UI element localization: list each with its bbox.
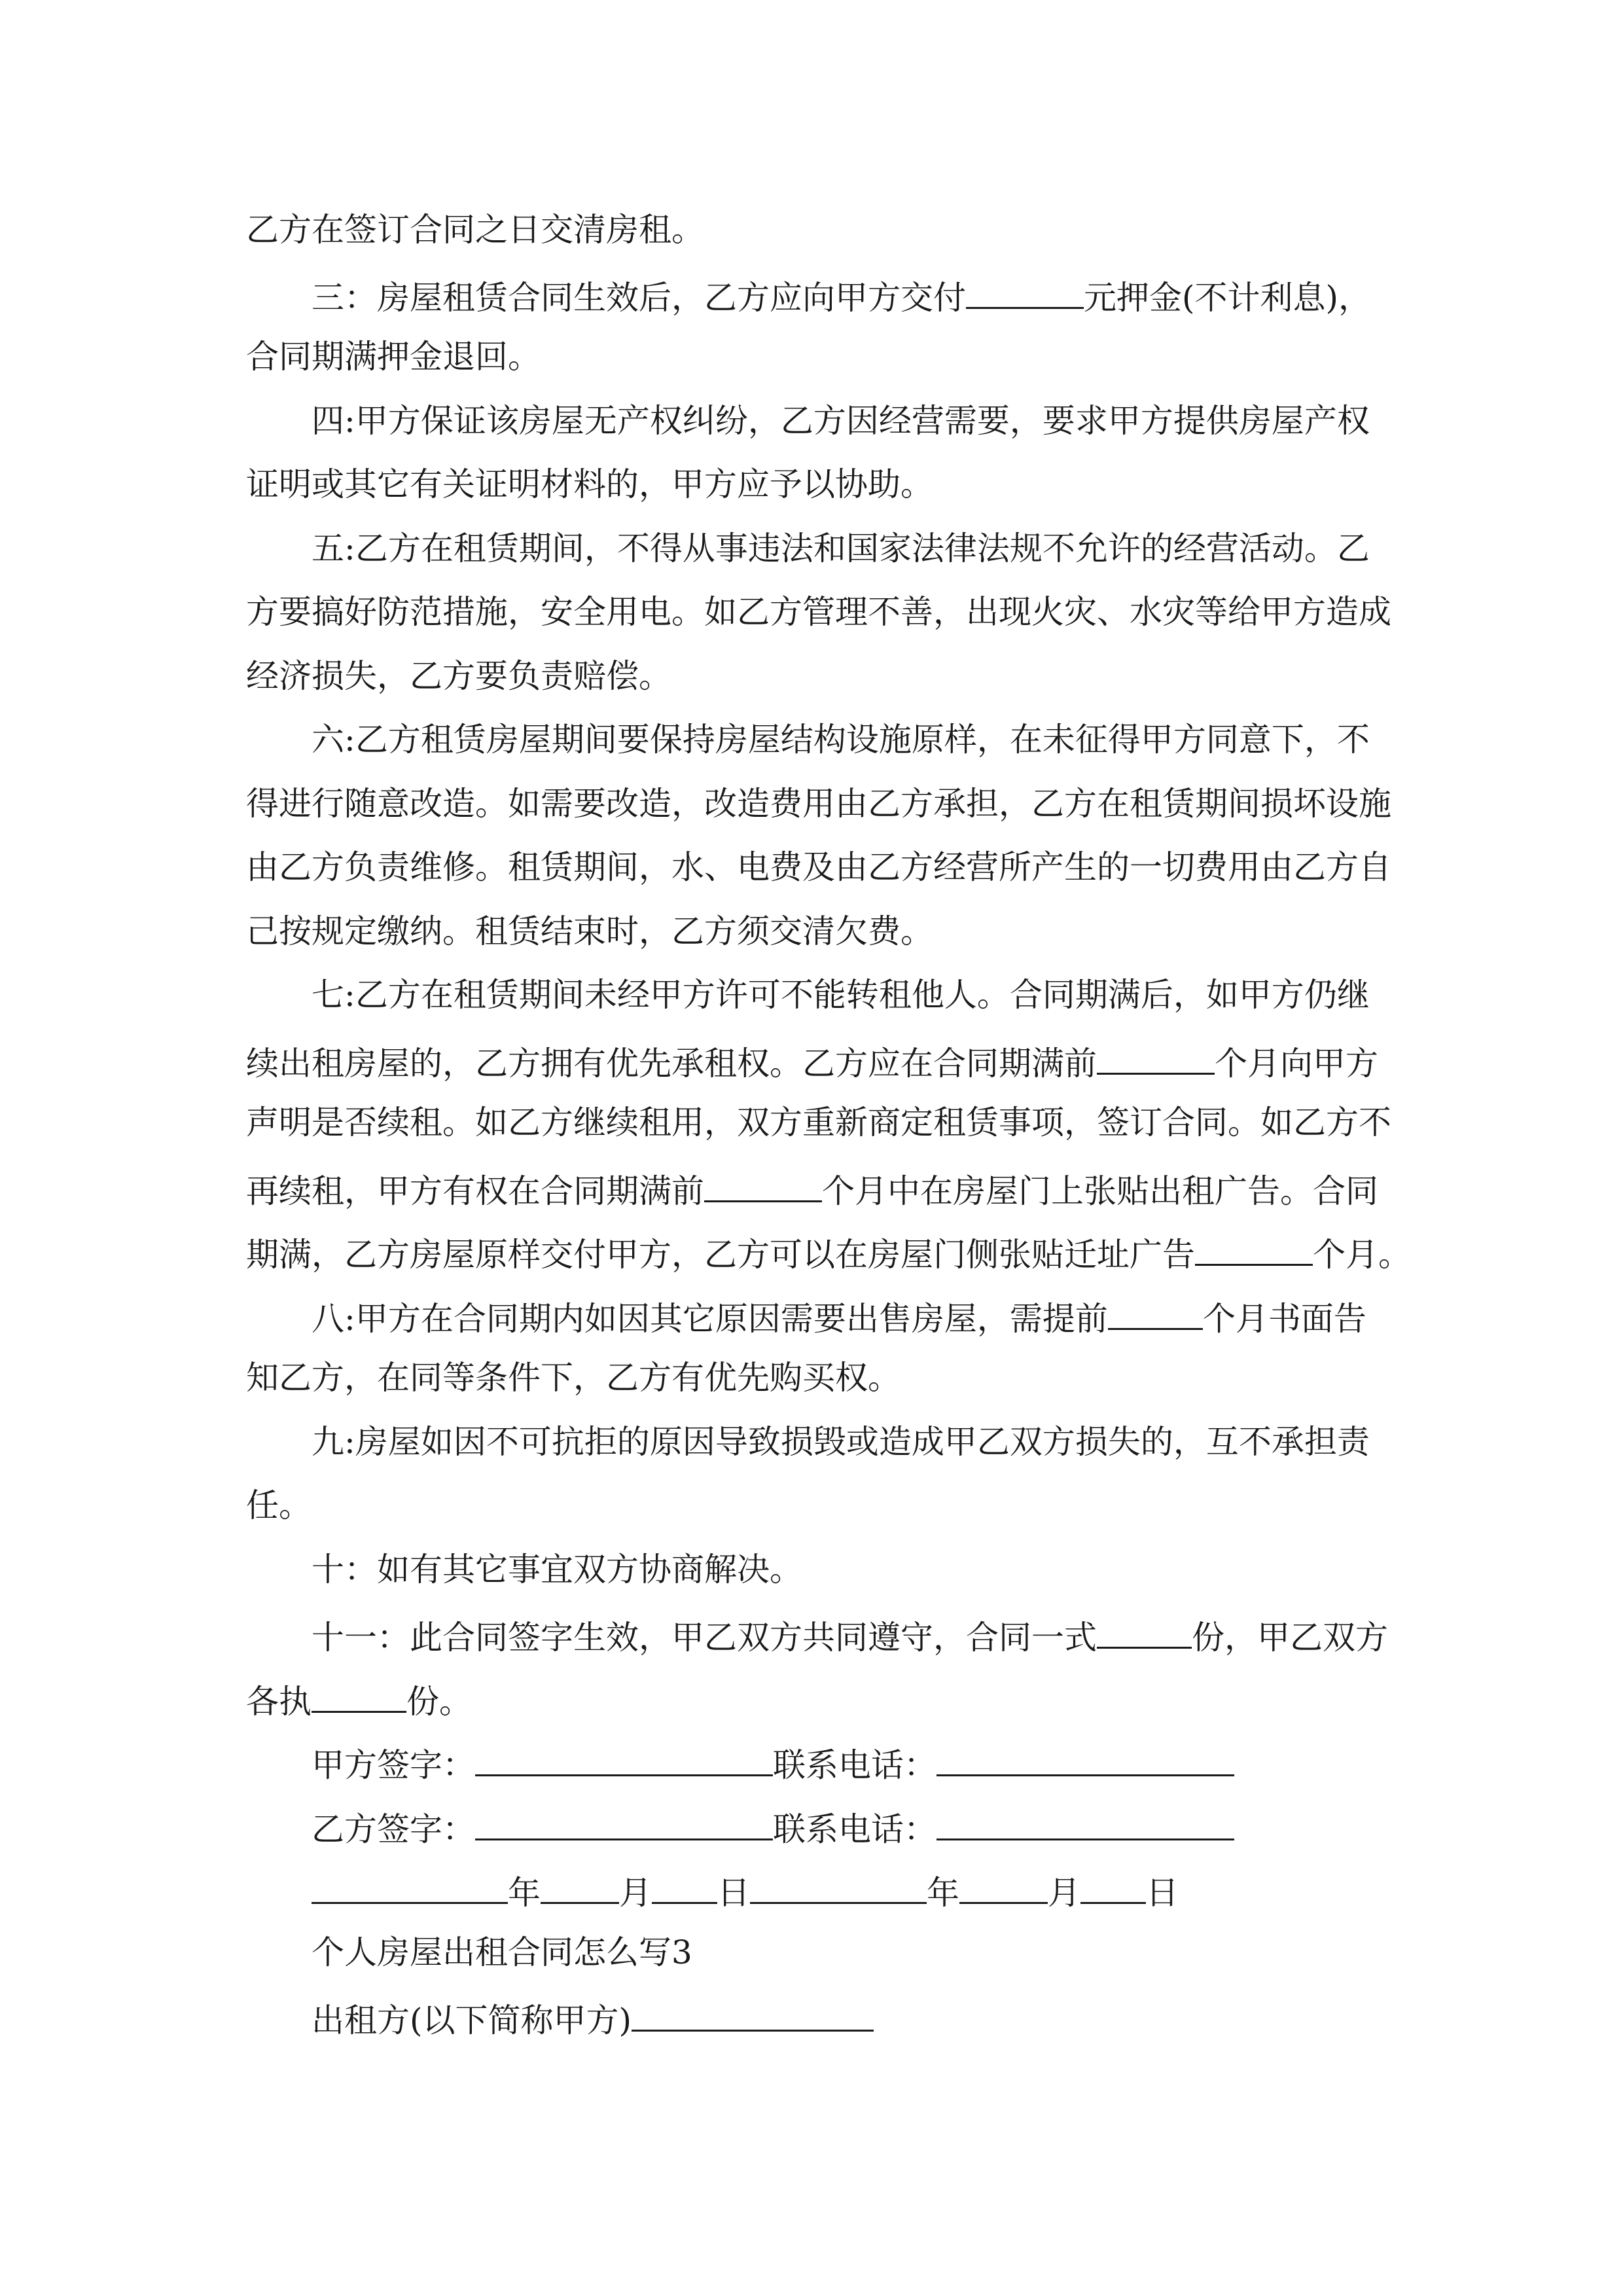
date-row: 年 月 日 年 月 日 bbox=[312, 1872, 1179, 1909]
date-b-month-blank[interactable] bbox=[959, 1872, 1048, 1904]
clause-11: 十一：此合同签字生效，甲乙双方共同遵守，合同一式 份，甲乙双方 bbox=[312, 1617, 1388, 1654]
text-line: 己按规定缴纳。租赁结束时，乙方须交清欠费。 bbox=[246, 912, 933, 950]
text-line: 乙方在签订合同之日交清房租。 bbox=[246, 211, 704, 249]
party-b-signature-blank[interactable] bbox=[475, 1808, 773, 1840]
copies-total-blank[interactable] bbox=[1097, 1617, 1192, 1649]
party-b-phone-blank[interactable] bbox=[936, 1808, 1234, 1840]
date-b-day-blank[interactable] bbox=[1080, 1872, 1146, 1904]
clause-6: 六:乙方租赁房屋期间要保持房屋结构设施原样，在未征得甲方同意下，不 bbox=[312, 721, 1370, 759]
renewal-notice-months-blank[interactable] bbox=[1097, 1043, 1215, 1075]
rent-ad-months-blank[interactable] bbox=[704, 1170, 822, 1202]
party-a-signature-row: 甲方签字： 联系电话： bbox=[312, 1744, 1234, 1782]
sale-notice-months-blank[interactable] bbox=[1108, 1298, 1203, 1330]
section-title: 个人房屋出租合同怎么写3 bbox=[312, 1933, 692, 1971]
text-line: 由乙方负责维修。租赁期间，水、电费及由乙方经营所产生的一切费用由乙方自 bbox=[246, 848, 1391, 886]
party-a-signature-blank[interactable] bbox=[475, 1744, 773, 1776]
text-line: 续出租房屋的，乙方拥有优先承租权。乙方应在合同期满前 个月向甲方 bbox=[246, 1043, 1378, 1080]
party-b-signature-row: 乙方签字： 联系电话： bbox=[312, 1808, 1234, 1846]
clause-5: 五:乙方在租赁期间，不得从事违法和国家法律法规不允许的经营活动。乙 bbox=[312, 529, 1370, 567]
text-line: 各执 份。 bbox=[246, 1681, 472, 1718]
text-line: 证明或其它有关证明材料的，甲方应予以协助。 bbox=[246, 465, 933, 503]
date-a-year-blank[interactable] bbox=[312, 1872, 508, 1904]
relocation-ad-months-blank[interactable] bbox=[1195, 1234, 1313, 1266]
copies-each-blank[interactable] bbox=[312, 1681, 406, 1713]
text-line: 再续租，甲方有权在合同期满前 个月中在房屋门上张贴出租广告。合同 bbox=[246, 1170, 1378, 1208]
deposit-amount-blank[interactable] bbox=[966, 277, 1084, 309]
lessor-row: 出租方(以下简称甲方) bbox=[312, 2000, 874, 2037]
text-line: 方要搞好防范措施，安全用电。如乙方管理不善，出现火灾、水灾等给甲方造成 bbox=[246, 593, 1391, 631]
party-a-phone-blank[interactable] bbox=[936, 1744, 1234, 1776]
text-line: 声明是否续租。如乙方继续租用，双方重新商定租赁事项，签订合同。如乙方不 bbox=[246, 1103, 1391, 1141]
text-line: 期满，乙方房屋原样交付甲方，乙方可以在房屋门侧张贴迁址广告 个月。 bbox=[246, 1234, 1411, 1271]
date-b-year-blank[interactable] bbox=[750, 1872, 927, 1904]
clause-3: 三：房屋租赁合同生效后，乙方应向甲方交付 元押金(不计利息)， bbox=[312, 277, 1371, 314]
date-a-day-blank[interactable] bbox=[652, 1872, 717, 1904]
text-line: 得进行随意改造。如需要改造，改造费用由乙方承担，乙方在租赁期间损坏设施 bbox=[246, 785, 1391, 823]
lessor-name-blank[interactable] bbox=[632, 2000, 874, 2032]
clause-8: 八:甲方在合同期内如因其它原因需要出售房屋，需提前 个月书面告 bbox=[312, 1298, 1366, 1335]
clause-4: 四:甲方保证该房屋无产权纠纷，乙方因经营需要，要求甲方提供房屋产权 bbox=[312, 402, 1370, 440]
clause-10: 十：如有其它事宜双方协商解决。 bbox=[312, 1551, 802, 1588]
text-line: 合同期满押金退回。 bbox=[246, 338, 541, 376]
clause-9: 九:房屋如因不可抗拒的原因导致损毁或造成甲乙双方损失的，互不承担责 bbox=[312, 1423, 1370, 1461]
text-line: 知乙方，在同等条件下，乙方有优先购买权。 bbox=[246, 1359, 901, 1397]
clause-7: 七:乙方在租赁期间未经甲方许可不能转租他人。合同期满后，如甲方仍继 bbox=[312, 976, 1370, 1014]
date-a-month-blank[interactable] bbox=[541, 1872, 619, 1904]
text-line: 经济损失，乙方要负责赔偿。 bbox=[246, 657, 671, 695]
text-line: 任。 bbox=[246, 1486, 312, 1524]
